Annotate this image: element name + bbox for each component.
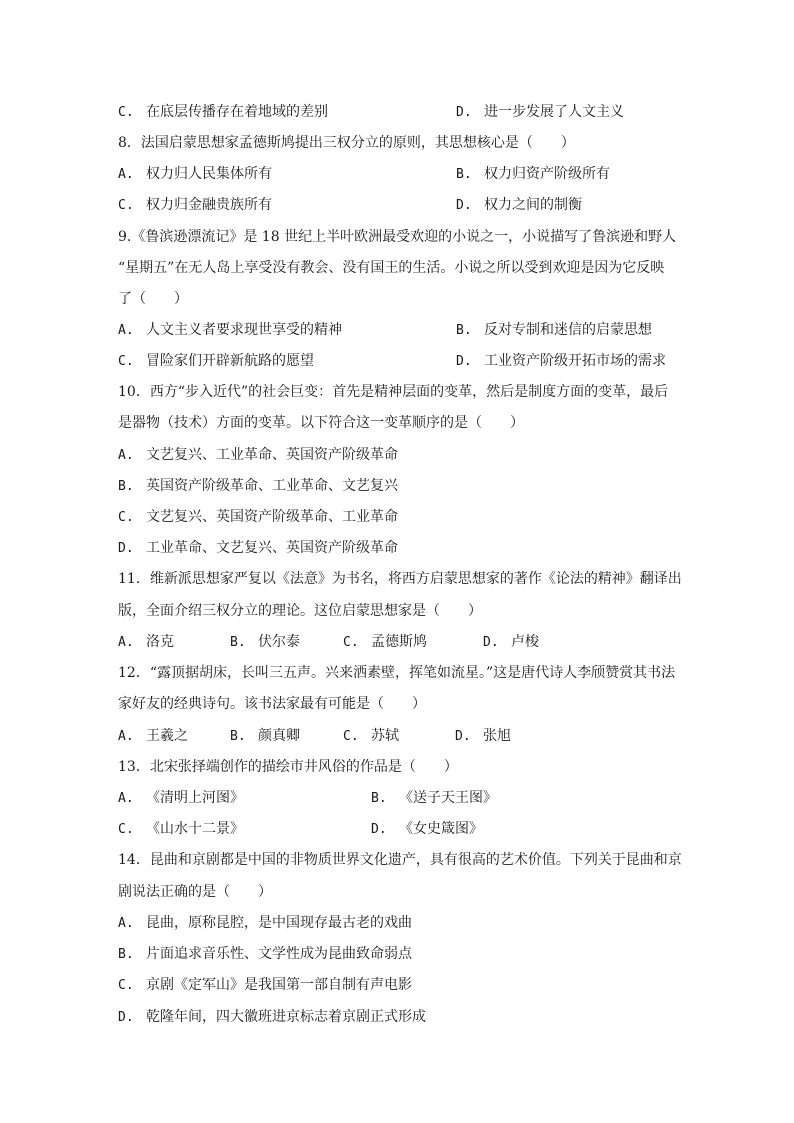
option-text: 权力归资产阶级所有 [484,166,610,182]
option-label: D. [118,1010,134,1025]
q11-option-a[interactable] [118,632,174,653]
option-text: 孟德斯鸠 [371,634,427,650]
option-label: D. [483,635,499,650]
q13-option-a[interactable] [118,788,244,809]
option-text: 《山水十二景》 [146,821,244,837]
option-label: D. [456,105,472,120]
q10-option-a[interactable] [118,445,398,466]
option-text: 人文主义者要求现世享受的精神 [146,322,342,338]
q11-option-b[interactable] [230,632,300,653]
option-label: B. [230,635,246,650]
q8-option-a[interactable] [118,164,272,185]
q12-option-d[interactable] [455,726,511,747]
option-label: B. [456,167,472,182]
q11-option-c[interactable] [343,632,427,653]
option-text: 昆曲，原称昆腔，是中国现存最古老的戏曲 [146,915,412,931]
q12-option-a[interactable] [118,726,188,747]
q8-option-c[interactable] [118,195,272,216]
option-text: 在底层传播存在着地域的差别 [146,104,328,120]
q12-option-b[interactable] [230,726,300,747]
q11-stem-line-1: 11．维新派思想家严复以《法意》为书名，将西方启蒙思想家的著作《论法的精神》翻译出 [118,571,682,587]
option-label: D. [455,729,471,744]
q10-option-b[interactable] [118,476,398,497]
option-label: A. [118,729,134,744]
option-text: 京剧《定军山》是我国第一部自制有声电影 [146,977,412,993]
option-label: B. [371,791,387,806]
q7-option-d[interactable] [456,102,624,123]
option-text: 乾隆年间，四大徽班进京标志着京剧正式形成 [146,1009,426,1025]
q12-stem-line-1: 12．“露顶据胡床，长叫三五声。兴来洒素壁，挥笔如流星。”这是唐代诗人李颀赞赏其书法 [118,665,676,681]
q14-stem-line-2: 剧说法正确的是（ ） [118,884,272,900]
q9-option-a[interactable] [118,320,342,341]
q12-stem-line-2: 家好友的经典诗句。该书法家最有可能是（ ） [118,696,426,712]
option-label: C. [118,198,134,213]
option-label: A. [118,916,134,931]
option-text: 冒险家们开辟新航路的愿望 [146,353,314,369]
q14-option-c[interactable] [118,975,412,996]
option-text: 王羲之 [146,728,188,744]
option-text: 片面追求音乐性、文学性成为昆曲致命弱点 [146,946,412,962]
option-text: 权力之间的制衡 [484,197,582,213]
option-label: C. [118,510,134,525]
q8-stem: 8．法国启蒙思想家孟德斯鸠提出三权分立的原则，其思想核心是（ ） [118,135,575,151]
option-text: 权力归金融贵族所有 [146,197,272,213]
option-label: D. [118,541,134,556]
q9-stem-line-1: 9.《鲁滨逊漂流记》是 18 世纪上半叶欧洲最受欢迎的小说之一，小说描写了鲁滨逊和野人 [118,229,677,245]
q14-option-a[interactable] [118,913,412,934]
option-text: 英国资产阶级革命、工业革命、文艺复兴 [146,478,398,494]
option-label: C. [118,354,134,369]
q10-option-c[interactable] [118,507,398,528]
option-label: A. [118,448,134,463]
q13-option-d[interactable] [371,819,483,840]
option-text: 张旭 [483,728,511,744]
option-text: 卢梭 [511,634,539,650]
option-text: 文艺复兴、英国资产阶级革命、工业革命 [146,509,398,525]
q9-option-b[interactable] [456,320,652,341]
q14-stem-line-1: 14．昆曲和京剧都是中国的非物质世界文化遗产，具有很高的艺术价值。下列关于昆曲和京 [118,852,682,868]
option-label: B. [118,479,134,494]
option-label: C. [118,822,134,837]
option-label: A. [118,323,134,338]
option-text: 颜真卿 [258,728,300,744]
q9-stem-line-2: “星期五”在无人岛上享受没有教会、没有国王的生活。小说之所以受到欢迎是因为它反映 [118,260,665,276]
option-label: C. [118,978,134,993]
option-label: D. [456,198,472,213]
q14-option-b[interactable] [118,944,412,965]
option-label: A. [118,167,134,182]
q11-stem-line-2: 版，全面介绍三权分立的理论。这位启蒙思想家是（ ） [118,603,482,619]
option-label: A. [118,791,134,806]
option-text: 权力归人民集体所有 [146,166,272,182]
option-label: C. [118,105,134,120]
option-text: 伏尔泰 [258,634,300,650]
option-text: 文艺复兴、工业革命、英国资产阶级革命 [146,447,398,463]
option-label: C. [343,635,359,650]
option-text: 《送子天王图》 [399,790,497,806]
q10-stem-line-2: 是器物（技术）方面的变革。以下符合这一变革顺序的是（ ） [118,415,524,431]
option-text: 进一步发展了人文主义 [484,104,624,120]
option-label: C. [343,729,359,744]
option-text: 反对专制和迷信的启蒙思想 [484,322,652,338]
option-text: 苏轼 [371,728,399,744]
option-text: 《女史箴图》 [399,821,483,837]
option-label: B. [456,323,472,338]
q8-option-d[interactable] [456,195,582,216]
q13-stem: 13．北宋张择端创作的描绘市井风俗的作品是（ ） [118,759,458,775]
q8-option-b[interactable] [456,164,610,185]
q10-option-d[interactable] [118,538,398,559]
option-text: 洛克 [146,634,174,650]
q7-option-c[interactable] [118,102,328,123]
q9-option-c[interactable] [118,351,314,372]
q13-option-c[interactable] [118,819,244,840]
option-label: A. [118,635,134,650]
option-label: B. [118,947,134,962]
option-label: D. [456,354,472,369]
q9-stem-line-3: 了（ ） [118,291,188,307]
option-text: 工业资产阶级开拓市场的需求 [484,353,666,369]
q14-option-d[interactable] [118,1007,426,1028]
q11-option-d[interactable] [483,632,539,653]
option-text: 《清明上河图》 [146,790,244,806]
q9-option-d[interactable] [456,351,666,372]
q12-option-c[interactable] [343,726,399,747]
q10-stem-line-1: 10．西方“步入近代”的社会巨变：首先是精神层面的变革，然后是制度方面的变革，最后 [118,384,669,400]
option-label: B. [230,729,246,744]
option-label: D. [371,822,387,837]
option-text: 工业革命、文艺复兴、英国资产阶级革命 [146,540,398,556]
q13-option-b[interactable] [371,788,497,809]
